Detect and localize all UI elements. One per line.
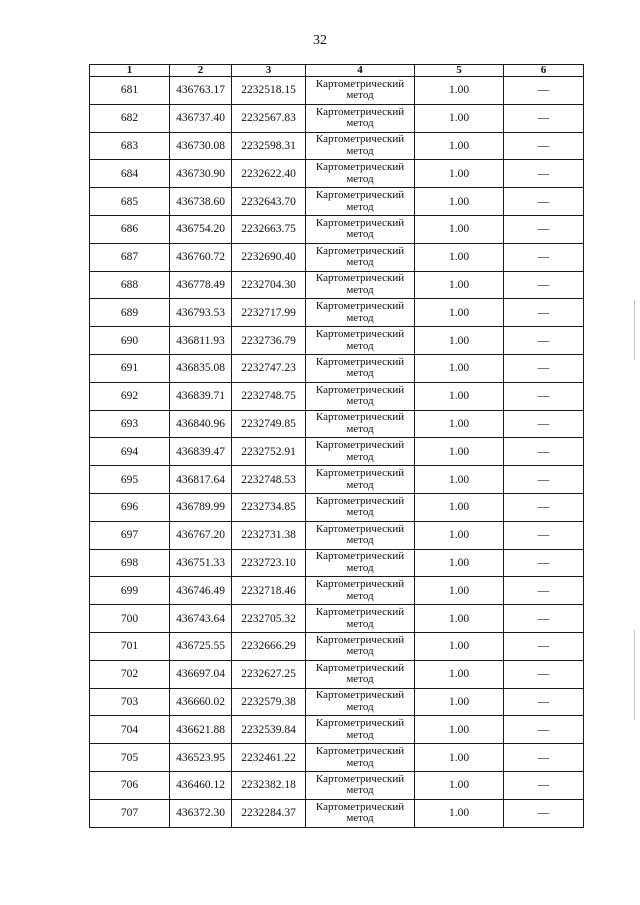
y-coordinate-cell: 2232643.70 — [232, 188, 306, 216]
table-row — [90, 132, 584, 160]
y-coordinate-cell: 2232579.38 — [232, 688, 306, 716]
method-cell: Картометрический метод — [306, 188, 415, 216]
y-coordinate-cell: 2232622.40 — [232, 160, 306, 188]
column-header: 4 — [306, 65, 415, 77]
x-coordinate-cell: 436660.02 — [170, 688, 232, 716]
accuracy-cell: 1.00 — [415, 299, 504, 327]
x-coordinate-cell: 436760.72 — [170, 243, 232, 271]
y-coordinate-cell: 2232736.79 — [232, 327, 306, 355]
point-number-cell: 689 — [90, 299, 170, 327]
x-coordinate-cell: 436817.64 — [170, 466, 232, 494]
table-row — [90, 605, 584, 633]
table-row — [90, 549, 584, 577]
point-number-cell: 699 — [90, 577, 170, 605]
note-cell: — — [504, 493, 584, 521]
x-coordinate-cell: 436746.49 — [170, 577, 232, 605]
table-row — [90, 188, 584, 216]
accuracy-cell: 1.00 — [415, 160, 504, 188]
accuracy-cell: 1.00 — [415, 744, 504, 772]
table-row — [90, 493, 584, 521]
accuracy-cell: 1.00 — [415, 605, 504, 633]
point-number-cell: 691 — [90, 354, 170, 382]
note-cell: — — [504, 410, 584, 438]
y-coordinate-cell: 2232539.84 — [232, 716, 306, 744]
method-cell: Картометрический метод — [306, 243, 415, 271]
method-cell: Картометрический метод — [306, 77, 415, 105]
accuracy-cell: 1.00 — [415, 77, 504, 105]
accuracy-cell: 1.00 — [415, 271, 504, 299]
note-cell: — — [504, 132, 584, 160]
note-cell: — — [504, 327, 584, 355]
y-coordinate-cell: 2232704.30 — [232, 271, 306, 299]
y-coordinate-cell: 2232461.22 — [232, 744, 306, 772]
method-cell: Картометрический метод — [306, 354, 415, 382]
x-coordinate-cell: 436763.17 — [170, 77, 232, 105]
x-coordinate-cell: 436840.96 — [170, 410, 232, 438]
note-cell: — — [504, 382, 584, 410]
y-coordinate-cell: 2232747.23 — [232, 354, 306, 382]
method-cell: Картометрический метод — [306, 521, 415, 549]
method-cell: Картометрический метод — [306, 438, 415, 466]
method-cell: Картометрический метод — [306, 744, 415, 772]
method-cell: Картометрический метод — [306, 327, 415, 355]
method-cell: Картометрический метод — [306, 299, 415, 327]
note-cell: — — [504, 77, 584, 105]
table-row — [90, 327, 584, 355]
y-coordinate-cell: 2232723.10 — [232, 549, 306, 577]
accuracy-cell: 1.00 — [415, 521, 504, 549]
point-number-cell: 695 — [90, 466, 170, 494]
table-row — [90, 299, 584, 327]
table-row — [90, 243, 584, 271]
accuracy-cell: 1.00 — [415, 327, 504, 355]
x-coordinate-cell: 436738.60 — [170, 188, 232, 216]
method-cell: Картометрический метод — [306, 632, 415, 660]
table-row — [90, 160, 584, 188]
note-cell: — — [504, 354, 584, 382]
x-coordinate-cell: 436793.53 — [170, 299, 232, 327]
accuracy-cell: 1.00 — [415, 660, 504, 688]
note-cell: — — [504, 521, 584, 549]
table-row — [90, 744, 584, 772]
table-row — [90, 771, 584, 799]
accuracy-cell: 1.00 — [415, 688, 504, 716]
method-cell: Картометрический метод — [306, 466, 415, 494]
note-cell: — — [504, 215, 584, 243]
method-cell: Картометрический метод — [306, 605, 415, 633]
point-number-cell: 696 — [90, 493, 170, 521]
point-number-cell: 703 — [90, 688, 170, 716]
table-row — [90, 632, 584, 660]
table-row — [90, 799, 584, 827]
note-cell: — — [504, 688, 584, 716]
note-cell: — — [504, 744, 584, 772]
table-row — [90, 354, 584, 382]
method-cell: Картометрический метод — [306, 660, 415, 688]
note-cell: — — [504, 660, 584, 688]
point-number-cell: 692 — [90, 382, 170, 410]
table-row — [90, 466, 584, 494]
x-coordinate-cell: 436730.08 — [170, 132, 232, 160]
accuracy-cell: 1.00 — [415, 243, 504, 271]
table-row — [90, 215, 584, 243]
y-coordinate-cell: 2232731.38 — [232, 521, 306, 549]
point-number-cell: 704 — [90, 716, 170, 744]
scan-edge-mark — [634, 630, 635, 720]
point-number-cell: 690 — [90, 327, 170, 355]
x-coordinate-cell: 436767.20 — [170, 521, 232, 549]
accuracy-cell: 1.00 — [415, 799, 504, 827]
point-number-cell: 697 — [90, 521, 170, 549]
accuracy-cell: 1.00 — [415, 104, 504, 132]
column-header: 3 — [232, 65, 306, 77]
coordinates-table — [89, 64, 584, 828]
method-cell: Картометрический метод — [306, 104, 415, 132]
table-row — [90, 521, 584, 549]
x-coordinate-cell: 436778.49 — [170, 271, 232, 299]
x-coordinate-cell: 436460.12 — [170, 771, 232, 799]
point-number-cell: 684 — [90, 160, 170, 188]
x-coordinate-cell: 436737.40 — [170, 104, 232, 132]
note-cell: — — [504, 438, 584, 466]
column-header: 6 — [504, 65, 584, 77]
point-number-cell: 706 — [90, 771, 170, 799]
accuracy-cell: 1.00 — [415, 215, 504, 243]
table-row — [90, 577, 584, 605]
note-cell: — — [504, 299, 584, 327]
accuracy-cell: 1.00 — [415, 466, 504, 494]
note-cell: — — [504, 771, 584, 799]
column-header: 1 — [90, 65, 170, 77]
table-row — [90, 660, 584, 688]
x-coordinate-cell: 436725.55 — [170, 632, 232, 660]
note-cell: — — [504, 188, 584, 216]
note-cell: — — [504, 271, 584, 299]
accuracy-cell: 1.00 — [415, 132, 504, 160]
method-cell: Картометрический метод — [306, 771, 415, 799]
method-cell: Картометрический метод — [306, 549, 415, 577]
y-coordinate-cell: 2232718.46 — [232, 577, 306, 605]
y-coordinate-cell: 2232752.91 — [232, 438, 306, 466]
x-coordinate-cell: 436751.33 — [170, 549, 232, 577]
point-number-cell: 698 — [90, 549, 170, 577]
y-coordinate-cell: 2232284.37 — [232, 799, 306, 827]
point-number-cell: 693 — [90, 410, 170, 438]
method-cell: Картометрический метод — [306, 271, 415, 299]
y-coordinate-cell: 2232518.15 — [232, 77, 306, 105]
accuracy-cell: 1.00 — [415, 632, 504, 660]
y-coordinate-cell: 2232734.85 — [232, 493, 306, 521]
y-coordinate-cell: 2232382.18 — [232, 771, 306, 799]
x-coordinate-cell: 436730.90 — [170, 160, 232, 188]
accuracy-cell: 1.00 — [415, 354, 504, 382]
note-cell: — — [504, 549, 584, 577]
x-coordinate-cell: 436839.47 — [170, 438, 232, 466]
y-coordinate-cell: 2232690.40 — [232, 243, 306, 271]
table-body — [90, 77, 584, 828]
accuracy-cell: 1.00 — [415, 188, 504, 216]
y-coordinate-cell: 2232627.25 — [232, 660, 306, 688]
point-number-cell: 705 — [90, 744, 170, 772]
page-number: 32 — [313, 33, 327, 48]
x-coordinate-cell: 436523.95 — [170, 744, 232, 772]
x-coordinate-cell: 436754.20 — [170, 215, 232, 243]
method-cell: Картометрический метод — [306, 688, 415, 716]
point-number-cell: 694 — [90, 438, 170, 466]
table-row — [90, 382, 584, 410]
y-coordinate-cell: 2232748.75 — [232, 382, 306, 410]
table-header-row — [90, 65, 584, 77]
method-cell: Картометрический метод — [306, 716, 415, 744]
y-coordinate-cell: 2232598.31 — [232, 132, 306, 160]
x-coordinate-cell: 436789.99 — [170, 493, 232, 521]
point-number-cell: 687 — [90, 243, 170, 271]
table-row — [90, 271, 584, 299]
note-cell: — — [504, 104, 584, 132]
table-row — [90, 77, 584, 105]
y-coordinate-cell: 2232748.53 — [232, 466, 306, 494]
accuracy-cell: 1.00 — [415, 577, 504, 605]
x-coordinate-cell: 436697.04 — [170, 660, 232, 688]
note-cell: — — [504, 716, 584, 744]
accuracy-cell: 1.00 — [415, 549, 504, 577]
point-number-cell: 707 — [90, 799, 170, 827]
table-row — [90, 438, 584, 466]
y-coordinate-cell: 2232663.75 — [232, 215, 306, 243]
note-cell: — — [504, 160, 584, 188]
y-coordinate-cell: 2232567.83 — [232, 104, 306, 132]
table-row — [90, 716, 584, 744]
y-coordinate-cell: 2232717.99 — [232, 299, 306, 327]
x-coordinate-cell: 436743.64 — [170, 605, 232, 633]
note-cell: — — [504, 577, 584, 605]
accuracy-cell: 1.00 — [415, 438, 504, 466]
note-cell: — — [504, 466, 584, 494]
note-cell: — — [504, 799, 584, 827]
accuracy-cell: 1.00 — [415, 771, 504, 799]
method-cell: Картометрический метод — [306, 493, 415, 521]
accuracy-cell: 1.00 — [415, 382, 504, 410]
point-number-cell: 685 — [90, 188, 170, 216]
column-header: 2 — [170, 65, 232, 77]
accuracy-cell: 1.00 — [415, 493, 504, 521]
x-coordinate-cell: 436835.08 — [170, 354, 232, 382]
table-row — [90, 104, 584, 132]
method-cell: Картометрический метод — [306, 160, 415, 188]
point-number-cell: 688 — [90, 271, 170, 299]
point-number-cell: 686 — [90, 215, 170, 243]
method-cell: Картометрический метод — [306, 410, 415, 438]
accuracy-cell: 1.00 — [415, 410, 504, 438]
method-cell: Картометрический метод — [306, 799, 415, 827]
column-header: 5 — [415, 65, 504, 77]
point-number-cell: 682 — [90, 104, 170, 132]
y-coordinate-cell: 2232666.29 — [232, 632, 306, 660]
accuracy-cell: 1.00 — [415, 716, 504, 744]
method-cell: Картометрический метод — [306, 382, 415, 410]
table-row — [90, 410, 584, 438]
point-number-cell: 700 — [90, 605, 170, 633]
x-coordinate-cell: 436811.93 — [170, 327, 232, 355]
note-cell: — — [504, 632, 584, 660]
point-number-cell: 702 — [90, 660, 170, 688]
x-coordinate-cell: 436839.71 — [170, 382, 232, 410]
point-number-cell: 683 — [90, 132, 170, 160]
x-coordinate-cell: 436621.88 — [170, 716, 232, 744]
x-coordinate-cell: 436372.30 — [170, 799, 232, 827]
point-number-cell: 681 — [90, 77, 170, 105]
method-cell: Картометрический метод — [306, 577, 415, 605]
note-cell: — — [504, 243, 584, 271]
method-cell: Картометрический метод — [306, 132, 415, 160]
y-coordinate-cell: 2232749.85 — [232, 410, 306, 438]
method-cell: Картометрический метод — [306, 215, 415, 243]
scan-edge-mark — [634, 300, 635, 360]
y-coordinate-cell: 2232705.32 — [232, 605, 306, 633]
table-row — [90, 688, 584, 716]
note-cell: — — [504, 605, 584, 633]
point-number-cell: 701 — [90, 632, 170, 660]
